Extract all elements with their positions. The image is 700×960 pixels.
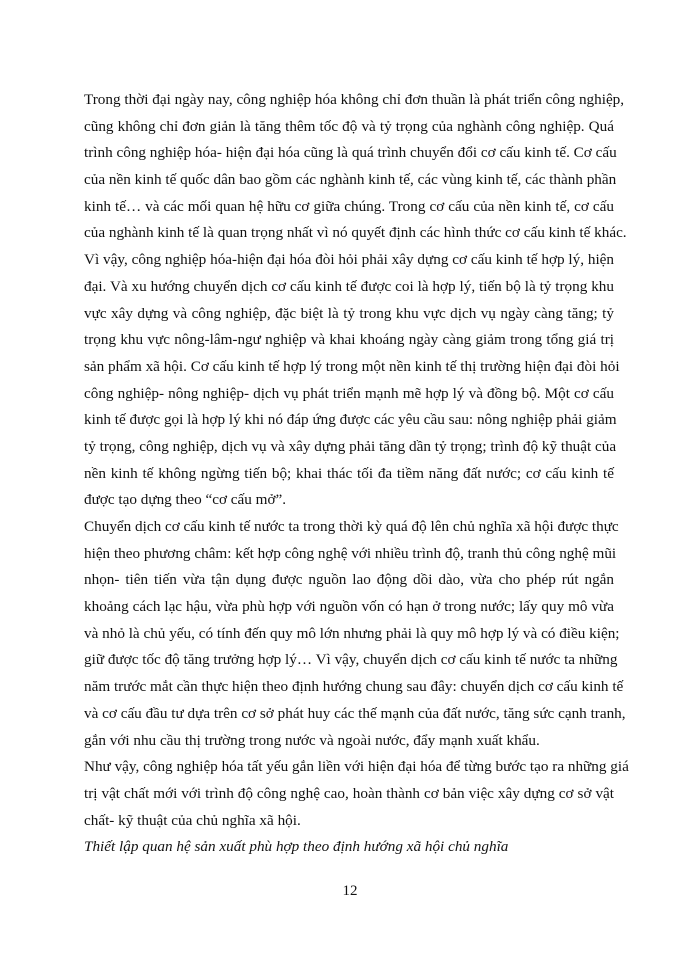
text-line: nền kinh tế không ngừng tiến bộ; khai thác tối đa tiềm năng đất nước; cơ cấu kinh tế: [84, 464, 614, 482]
text-line: khoảng cách lạc hậu, vừa phù hợp với nguồn vốn có hạn ở trong nước; lấy quy mô vừa: [84, 598, 614, 616]
text-line: Như vậy, công nghiệp hóa tất yếu gắn liền với hiện đại hóa để từng bước tạo ra những giá: [84, 758, 629, 776]
text-line: của nghành kinh tế là quan trọng nhất vì nó quyết định các hình thức cơ cấu kinh tế khác.: [84, 224, 627, 242]
text-line: được tạo dựng theo “cơ cấu mở”.: [84, 491, 287, 509]
text-line: trình công nghiệp hóa- hiện đại hóa cũng là quá trình chuyển đổi cơ cấu kinh tế. Cơ cấu: [84, 144, 617, 162]
text-line: gắn với nhu cầu thị trường trong nước và ngoài nước, đẩy mạnh xuất khẩu.: [84, 731, 540, 749]
text-line: năm trước mắt cần thực hiện theo định hướng chung sau đây: chuyển dịch cơ cấu kinh tế: [84, 678, 624, 696]
text-line: nhọn- tiên tiến vừa tận dụng được nguồn lao động dồi dào, vừa cho phép rút ngắn: [84, 571, 614, 589]
text-line: của nền kinh tế quốc dân bao gồm các nghành kinh tế, các vùng kinh tế, các thành phần: [84, 171, 617, 189]
text-line: sản phẩm xã hội. Cơ cấu kinh tế hợp lý trong một nền kinh tế thị trường hiện đại đòi hỏi: [84, 357, 620, 375]
text-line: Vì vậy, công nghiệp hóa-hiện đại hóa đòi hỏi phải xây dựng cơ cấu kinh tế hợp lý, hiện: [84, 251, 614, 269]
text-line: hiện theo phương châm: kết hợp công nghệ với nhiều trình độ, tranh thủ công nghệ mũi: [84, 544, 617, 562]
text-line: kinh tế được gọi là hợp lý khi nó đáp ứng được các yêu cầu sau: nông nghiệp phải giảm: [84, 411, 617, 429]
text-line: tỷ trọng, công nghiệp, dịch vụ và xây dựng phải tăng dần tỷ trọng; trình độ kỹ thuật của: [84, 437, 617, 455]
text-line: công nghiệp- nông nghiệp- dịch vụ phát triển mạnh mẽ hợp lý và đồng bộ. Một cơ cấu: [84, 384, 614, 402]
text-line: trọng khu vực nông-lâm-ngư nghiệp và khai khoáng ngày càng giảm trong tổng giá trị: [84, 331, 614, 349]
page-body: [84, 87, 629, 861]
text-line: và nhỏ là chủ yếu, có tính đến quy mô lớn nhưng phải là quy mô hợp lý và có điều kiện;: [84, 624, 620, 642]
paragraph: [84, 514, 626, 754]
paragraph: [84, 87, 627, 514]
text-line: giữ được tốc độ tăng trưởng hợp lý… Vì vậy, chuyển dịch cơ cấu kinh tế nước ta những: [84, 651, 618, 669]
text-line: Trong thời đại ngày nay, công nghiệp hóa không chỉ đơn thuần là phát triển công nghiệp,: [84, 91, 625, 108]
paragraph: [84, 754, 629, 834]
text-line: trị vật chất mới với trình độ công nghệ cao, hoàn thành cơ bản việc xây dựng cơ sở vật: [84, 784, 614, 802]
text-line: và cơ cấu đầu tư dựa trên cơ sở phát huy các thế mạnh của đất nước, tăng sức cạnh tranh,: [84, 704, 626, 722]
section-heading: Thiết lập quan hệ sản xuất phù hợp theo định hướng xã hội chủ nghĩa: [84, 838, 509, 856]
text-line: cũng không chỉ đơn giản là tăng thêm tốc độ và tỷ trọng của nghành công nghiệp. Quá: [84, 117, 614, 135]
page-number: 12: [342, 883, 358, 899]
text-line: chất- kỹ thuật của chủ nghĩa xã hội.: [84, 811, 301, 829]
text-line: kinh tế… và các mối quan hệ hữu cơ giữa chúng. Trong cơ cấu của nền kinh tế, cơ cấu: [84, 197, 614, 215]
text-line: vực xây dựng và công nghiệp, đặc biệt là tỷ trong khu vực dịch vụ ngày càng tăng; tỷ: [84, 304, 614, 322]
text-line: Chuyển dịch cơ cấu kinh tế nước ta trong thời kỳ quá độ lên chủ nghĩa xã hội được thực: [84, 518, 619, 535]
text-line: đại. Và xu hướng chuyển dịch cơ cấu kinh tế được coi là hợp lý, tiến bộ là tỷ trọng khu: [84, 277, 614, 295]
